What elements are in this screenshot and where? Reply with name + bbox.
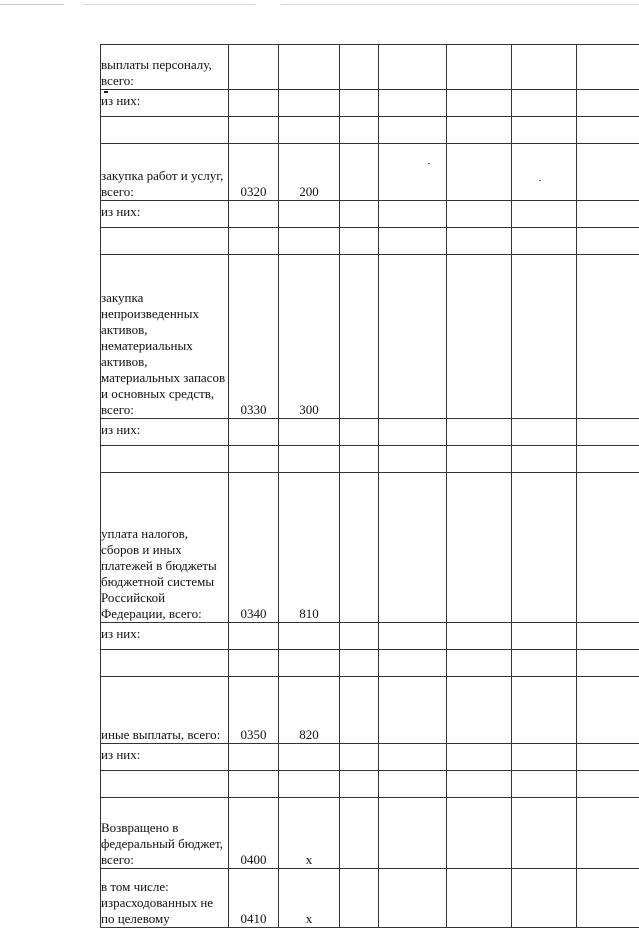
value-cell	[512, 650, 577, 677]
value-cell	[577, 869, 639, 928]
value-cell	[379, 677, 447, 744]
row-label: из них:	[101, 623, 229, 650]
value-cell	[512, 798, 577, 869]
row-code: 0410	[229, 869, 279, 928]
value-cell	[340, 144, 379, 201]
row-label	[101, 228, 229, 255]
value-cell	[447, 623, 512, 650]
value-cell	[512, 744, 577, 771]
value-cell	[379, 117, 447, 144]
row-code	[229, 419, 279, 446]
table-row	[101, 473, 639, 623]
value-cell	[577, 771, 639, 798]
value-cell	[512, 677, 577, 744]
value-cell	[379, 446, 447, 473]
table-row	[101, 419, 639, 446]
row-label: из них:	[101, 419, 229, 446]
value-cell	[512, 117, 577, 144]
value-cell	[379, 255, 447, 419]
value-cell	[379, 771, 447, 798]
value-cell	[340, 650, 379, 677]
value-cell	[512, 419, 577, 446]
table-row	[101, 144, 639, 201]
row-label: Возвращено в федеральный бюджет, всего:	[101, 798, 229, 869]
value-cell	[447, 771, 512, 798]
table-row	[101, 117, 639, 144]
scan-speck	[104, 91, 108, 93]
value-cell	[447, 228, 512, 255]
row-label	[101, 446, 229, 473]
row-kbk-code: x	[279, 798, 340, 869]
value-cell	[577, 623, 639, 650]
value-cell	[447, 201, 512, 228]
scan-speck	[539, 180, 541, 181]
value-cell	[512, 90, 577, 117]
value-cell	[340, 677, 379, 744]
value-cell	[340, 473, 379, 623]
table-row	[101, 201, 639, 228]
row-label	[101, 117, 229, 144]
value-cell	[447, 677, 512, 744]
row-kbk-code	[279, 771, 340, 798]
value-cell	[512, 228, 577, 255]
table-row	[101, 677, 639, 744]
row-code	[229, 771, 279, 798]
row-kbk-code	[279, 623, 340, 650]
row-label: закупка непроизведенных активов, нематериальных активов, материальных запасов и основных средств, всего:	[101, 255, 229, 419]
value-cell	[512, 255, 577, 419]
value-cell	[447, 419, 512, 446]
row-code	[229, 744, 279, 771]
value-cell	[340, 771, 379, 798]
value-cell	[447, 255, 512, 419]
row-code: 0340	[229, 473, 279, 623]
value-cell	[379, 798, 447, 869]
value-cell	[447, 90, 512, 117]
row-kbk-code	[279, 90, 340, 117]
row-code	[229, 446, 279, 473]
value-cell	[577, 650, 639, 677]
scan-top-edge	[0, 4, 639, 5]
table-row	[101, 255, 639, 419]
value-cell	[340, 201, 379, 228]
value-cell	[340, 45, 379, 90]
value-cell	[340, 623, 379, 650]
table-row	[101, 446, 639, 473]
row-label	[101, 650, 229, 677]
value-cell	[512, 446, 577, 473]
table-row	[101, 869, 639, 928]
report-table	[100, 44, 639, 928]
row-code	[229, 228, 279, 255]
value-cell	[577, 45, 639, 90]
row-code	[229, 650, 279, 677]
value-cell	[577, 798, 639, 869]
value-cell	[577, 677, 639, 744]
row-kbk-code	[279, 117, 340, 144]
value-cell	[340, 90, 379, 117]
row-kbk-code	[279, 419, 340, 446]
value-cell	[340, 419, 379, 446]
row-code	[229, 45, 279, 90]
value-cell	[512, 473, 577, 623]
value-cell	[447, 473, 512, 623]
row-label: выплаты персоналу, всего:	[101, 45, 229, 90]
value-cell	[577, 90, 639, 117]
table-row	[101, 771, 639, 798]
row-label: из них:	[101, 744, 229, 771]
value-cell	[379, 650, 447, 677]
value-cell	[379, 144, 447, 201]
value-cell	[577, 117, 639, 144]
row-kbk-code	[279, 650, 340, 677]
row-kbk-code	[279, 744, 340, 771]
value-cell	[447, 45, 512, 90]
value-cell	[340, 228, 379, 255]
row-kbk-code	[279, 228, 340, 255]
value-cell	[379, 623, 447, 650]
row-label: уплата налогов, сборов и иных платежей в бюджеты бюджетной системы Российской Федерации, всего:	[101, 473, 229, 623]
value-cell	[340, 798, 379, 869]
value-cell	[340, 744, 379, 771]
table-row	[101, 45, 639, 90]
row-label: закупка работ и услуг, всего:	[101, 144, 229, 201]
value-cell	[577, 744, 639, 771]
value-cell	[512, 144, 577, 201]
table-row	[101, 798, 639, 869]
value-cell	[447, 144, 512, 201]
value-cell	[577, 255, 639, 419]
row-kbk-code: 200	[279, 144, 340, 201]
value-cell	[577, 473, 639, 623]
row-code	[229, 201, 279, 228]
table-row	[101, 650, 639, 677]
value-cell	[512, 45, 577, 90]
table-row	[101, 744, 639, 771]
row-code: 0400	[229, 798, 279, 869]
value-cell	[447, 744, 512, 771]
table-row	[101, 623, 639, 650]
value-cell	[379, 201, 447, 228]
value-cell	[577, 446, 639, 473]
row-code: 0330	[229, 255, 279, 419]
row-kbk-code	[279, 45, 340, 90]
value-cell	[379, 419, 447, 446]
row-label: в том числе: израсходованных не по целевому	[101, 869, 229, 928]
value-cell	[577, 144, 639, 201]
row-code: 0350	[229, 677, 279, 744]
value-cell	[379, 473, 447, 623]
row-code: 0320	[229, 144, 279, 201]
row-kbk-code	[279, 201, 340, 228]
row-kbk-code: 300	[279, 255, 340, 419]
value-cell	[447, 798, 512, 869]
value-cell	[340, 255, 379, 419]
row-code	[229, 117, 279, 144]
table-row	[101, 228, 639, 255]
value-cell	[379, 744, 447, 771]
value-cell	[340, 446, 379, 473]
scan-speck	[428, 163, 430, 164]
value-cell	[512, 771, 577, 798]
value-cell	[379, 90, 447, 117]
value-cell	[447, 650, 512, 677]
row-code	[229, 623, 279, 650]
value-cell	[512, 869, 577, 928]
row-kbk-code: 810	[279, 473, 340, 623]
value-cell	[577, 228, 639, 255]
row-label: иные выплаты, всего:	[101, 677, 229, 744]
value-cell	[512, 201, 577, 228]
row-label	[101, 771, 229, 798]
row-label: из них:	[101, 90, 229, 117]
value-cell	[379, 45, 447, 90]
value-cell	[447, 117, 512, 144]
row-kbk-code: x	[279, 869, 340, 928]
row-code	[229, 90, 279, 117]
value-cell	[340, 869, 379, 928]
value-cell	[512, 623, 577, 650]
value-cell	[379, 869, 447, 928]
value-cell	[577, 419, 639, 446]
row-label: из них:	[101, 201, 229, 228]
row-kbk-code	[279, 446, 340, 473]
row-kbk-code: 820	[279, 677, 340, 744]
value-cell	[340, 117, 379, 144]
value-cell	[379, 228, 447, 255]
value-cell	[447, 869, 512, 928]
table-row	[101, 90, 639, 117]
value-cell	[447, 446, 512, 473]
value-cell	[577, 201, 639, 228]
